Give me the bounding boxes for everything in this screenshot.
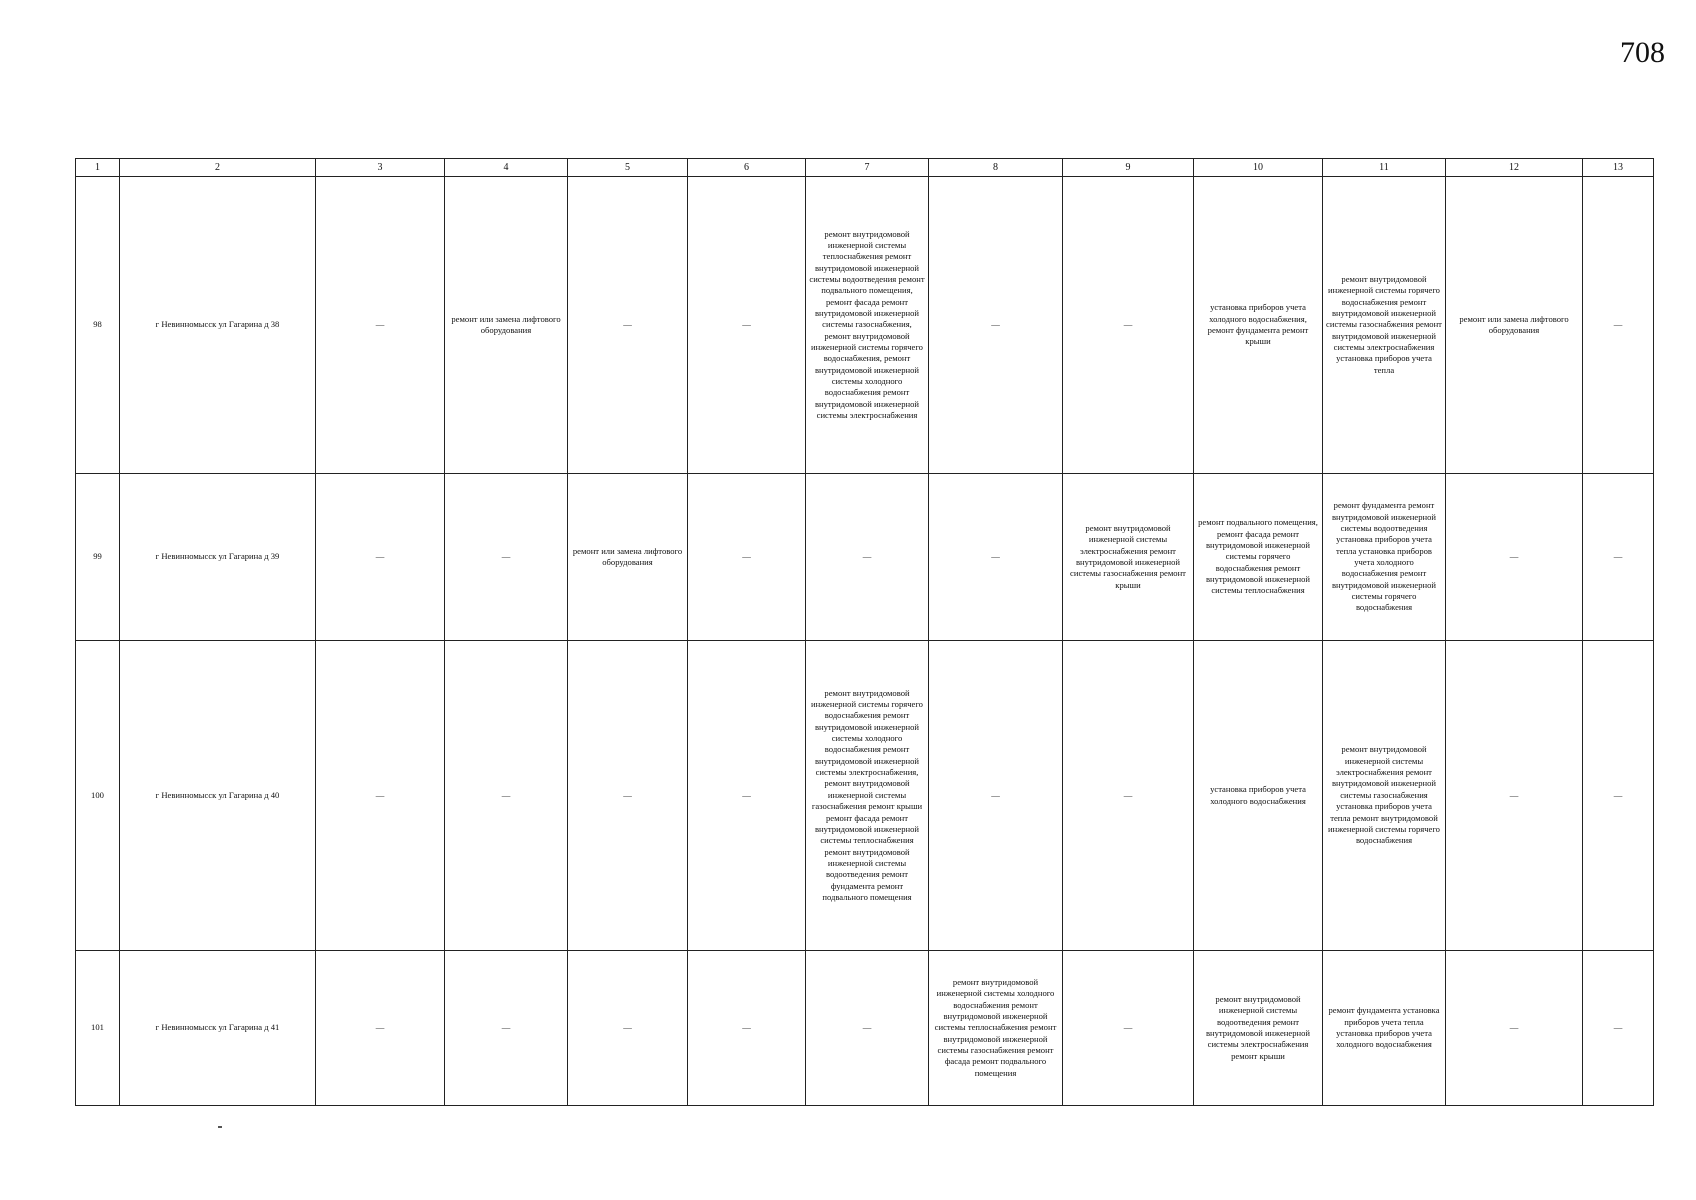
column-number: 12 <box>1446 159 1583 177</box>
empty-cell-dash: — <box>1583 474 1654 641</box>
empty-cell-dash: — <box>1063 641 1194 951</box>
empty-cell-dash: — <box>316 177 445 474</box>
column-number: 13 <box>1583 159 1654 177</box>
repair-works-cell: ремонт внутридомовой инженерной системы холодного водоснабжения ремонт внутридомовой инженерной системы теплоснабжения ремонт внутридомовой инженерной системы газоснабжения ремонт фасада ремонт подвального помещения <box>929 951 1063 1106</box>
empty-cell-dash: — <box>445 951 568 1106</box>
empty-cell-dash: — <box>806 474 929 641</box>
capital-repair-table <box>75 158 1654 1106</box>
house-address: г Невинномысск ул Гагарина д 39 <box>120 474 316 641</box>
repair-works-cell: ремонт внутридомовой инженерной системы горячего водоснабжения ремонт внутридомовой инженерной системы холодного водоснабжения ремонт внутридомовой инженерной системы электроснабжения, ремонт внутридомовой инженерной системы газоснабжения ремонт крыши ремонт фасада ремонт внутридомовой инженерной системы теплоснабжения ремонт внутридомовой инженерной системы водоотведения ремонт фундамента ремонт подвального помещения <box>806 641 929 951</box>
empty-cell-dash: — <box>1583 951 1654 1106</box>
column-number: 10 <box>1194 159 1323 177</box>
column-number: 2 <box>120 159 316 177</box>
repair-works-cell: ремонт фундамента установка приборов учета тепла установка приборов учета холодного водоснабжения <box>1323 951 1446 1106</box>
empty-cell-dash: — <box>445 641 568 951</box>
repair-works-cell: ремонт внутридомовой инженерной системы теплоснабжения ремонт внутридомовой инженерной системы водоотведения ремонт подвального помещения, ремонт фасада ремонт внутридомовой инженерной системы газоснабжения, ремонт внутридомовой инженерной системы горячего водоснабжения, ремонт внутридомовой инженерной системы холодного водоснабжения ремонт внутридомовой инженерной системы электроснабжения <box>806 177 929 474</box>
empty-cell-dash: — <box>316 474 445 641</box>
house-address: г Невинномысск ул Гагарина д 40 <box>120 641 316 951</box>
page-number: 708 <box>1620 36 1665 69</box>
column-number: 3 <box>316 159 445 177</box>
empty-cell-dash: — <box>1446 951 1583 1106</box>
column-number-header-row <box>76 159 1654 177</box>
empty-cell-dash: — <box>806 951 929 1106</box>
table-row <box>76 951 1654 1106</box>
empty-cell-dash: — <box>929 641 1063 951</box>
house-address: г Невинномысск ул Гагарина д 38 <box>120 177 316 474</box>
repair-works-cell: ремонт внутридомовой инженерной системы горячего водоснабжения ремонт внутридомовой инженерной системы газоснабжения ремонт внутридомовой инженерной системы электроснабжения установка приборов учета тепла <box>1323 177 1446 474</box>
table-row <box>76 641 1654 951</box>
repair-works-cell: ремонт или замена лифтового оборудования <box>568 474 688 641</box>
empty-cell-dash: — <box>688 641 806 951</box>
empty-cell-dash: — <box>1446 641 1583 951</box>
empty-cell-dash: — <box>316 951 445 1106</box>
column-number: 9 <box>1063 159 1194 177</box>
empty-cell-dash: — <box>1063 177 1194 474</box>
repair-works-cell: ремонт внутридомовой инженерной системы электроснабжения ремонт внутридомовой инженерной системы газоснабжения установка приборов учета тепла ремонт внутридомовой инженерной системы горячего водоснабжения <box>1323 641 1446 951</box>
row-number: 100 <box>76 641 120 951</box>
scan-speck <box>218 1126 222 1128</box>
row-number: 99 <box>76 474 120 641</box>
empty-cell-dash: — <box>568 177 688 474</box>
empty-cell-dash: — <box>568 951 688 1106</box>
empty-cell-dash: — <box>1063 951 1194 1106</box>
repair-works-cell: ремонт или замена лифтового оборудования <box>445 177 568 474</box>
repair-works-cell: установка приборов учета холодного водоснабжения <box>1194 641 1323 951</box>
empty-cell-dash: — <box>929 474 1063 641</box>
empty-cell-dash: — <box>568 641 688 951</box>
empty-cell-dash: — <box>1583 177 1654 474</box>
empty-cell-dash: — <box>688 951 806 1106</box>
house-address: г Невинномысск ул Гагарина д 41 <box>120 951 316 1106</box>
repair-works-cell: ремонт внутридомовой инженерной системы водоотведения ремонт внутридомовой инженерной системы электроснабжения ремонт крыши <box>1194 951 1323 1106</box>
table-row <box>76 177 1654 474</box>
repair-works-cell: ремонт фундамента ремонт внутридомовой инженерной системы водоотведения установка приборов учета тепла установка приборов учета холодного водоснабжения ремонт внутридомовой инженерной системы горячего водоснабжения <box>1323 474 1446 641</box>
repair-works-cell: ремонт или замена лифтового оборудования <box>1446 177 1583 474</box>
column-number: 7 <box>806 159 929 177</box>
column-number: 8 <box>929 159 1063 177</box>
row-number: 98 <box>76 177 120 474</box>
empty-cell-dash: — <box>688 474 806 641</box>
empty-cell-dash: — <box>1446 474 1583 641</box>
empty-cell-dash: — <box>929 177 1063 474</box>
table-row <box>76 474 1654 641</box>
repair-works-cell: ремонт внутридомовой инженерной системы электроснабжения ремонт внутридомовой инженерной системы газоснабжения ремонт крыши <box>1063 474 1194 641</box>
column-number: 1 <box>76 159 120 177</box>
empty-cell-dash: — <box>688 177 806 474</box>
column-number: 6 <box>688 159 806 177</box>
repair-works-cell: ремонт подвального помещения, ремонт фасада ремонт внутридомовой инженерной системы горячего водоснабжения ремонт внутридомовой инженерной системы теплоснабжения <box>1194 474 1323 641</box>
row-number: 101 <box>76 951 120 1106</box>
empty-cell-dash: — <box>316 641 445 951</box>
empty-cell-dash: — <box>445 474 568 641</box>
column-number: 11 <box>1323 159 1446 177</box>
repair-works-cell: установка приборов учета холодного водоснабжения, ремонт фундамента ремонт крыши <box>1194 177 1323 474</box>
column-number: 4 <box>445 159 568 177</box>
empty-cell-dash: — <box>1583 641 1654 951</box>
column-number: 5 <box>568 159 688 177</box>
